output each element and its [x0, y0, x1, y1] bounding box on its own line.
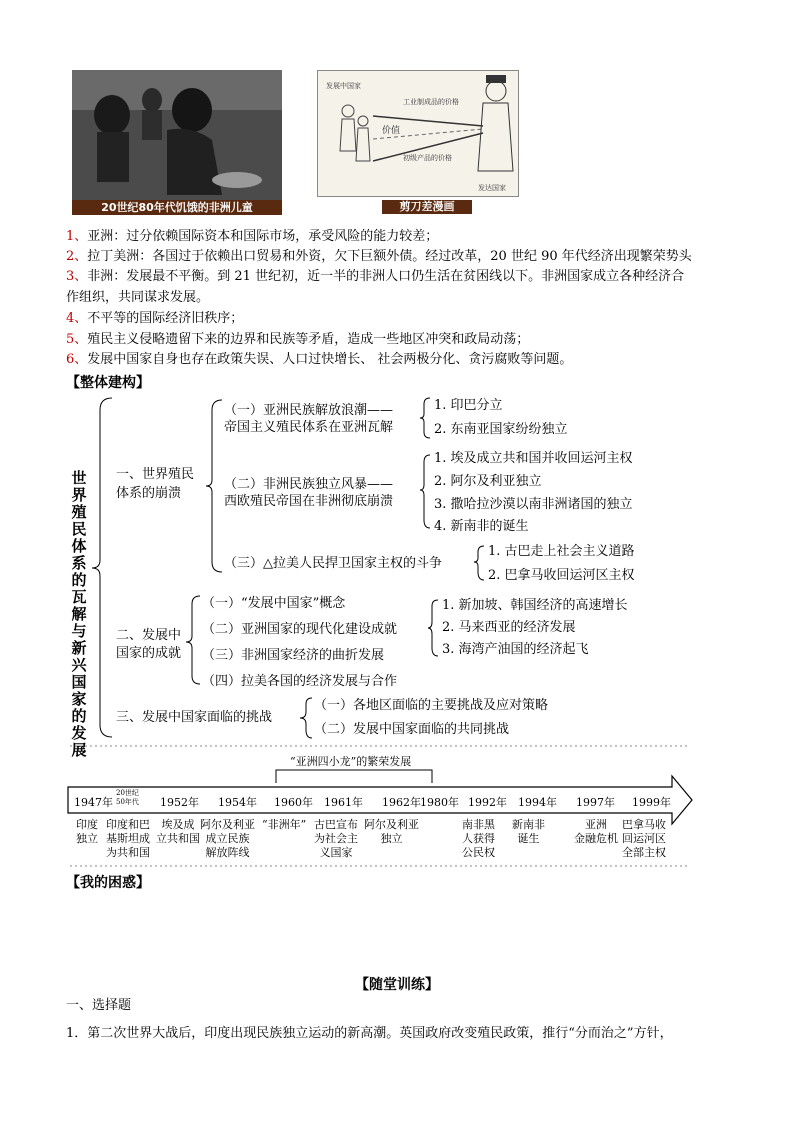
timeline-event: 古巴宣布 为社会主 义国家	[314, 818, 358, 859]
paragraph-line: 6、发展中国家自身也存在政策失误、人口过快增长、 社会两极分化、贪污腐败等问题。	[66, 352, 573, 367]
cartoon-label-developed: 发达国家	[478, 184, 506, 192]
part2-sub: （二）亚洲国家的现代化建设成就	[202, 622, 398, 637]
section-heading-structure: 【整体建构】	[66, 375, 150, 391]
part2-sub: （一）“发展中国家”概念	[202, 596, 346, 611]
section-heading-confusion: 【我的困惑】	[66, 875, 150, 891]
timeline-year: 1960年	[274, 796, 313, 809]
timeline-event: 南非黑 人获得 公民权	[462, 818, 495, 859]
part1-label: 一、世界殖民	[116, 467, 195, 482]
timeline-year: 1962年	[382, 796, 421, 809]
timeline-year: 1994年	[518, 796, 557, 809]
timeline-event: 新南非 诞生	[512, 818, 545, 845]
cartoon-label-industrial: 工业制成品的价格	[403, 98, 459, 106]
timeline-event: 埃及成 立共和国	[156, 818, 200, 845]
timeline-year: 1947年	[74, 796, 113, 809]
timeline-year: 1999年	[632, 796, 671, 809]
timeline-event: 印度和巴 基斯坦成 为共和国	[106, 818, 150, 859]
cartoon-label-primary: 初级产品的价格	[403, 154, 452, 162]
scissors-gap-cartoon	[317, 70, 519, 197]
timeline-year: 1980年	[420, 796, 459, 809]
part2-label: 二、发展中	[116, 628, 182, 643]
list-item: 2. 马来西亚的经济发展	[442, 620, 576, 635]
timeline-event: 巴拿马收 回运河区 全部主权	[622, 818, 666, 859]
part2-label-2: 国家的成就	[116, 646, 182, 661]
part3-label: 三、发展中国家面临的挑战	[116, 710, 273, 725]
cartoon-label-value: 价值	[382, 126, 401, 136]
cartoon-label-developing: 发展中国家	[326, 82, 361, 90]
list-item: 1. 新加坡、韩国经济的高速增长	[442, 598, 628, 613]
paragraph-line: 3、非洲：发展最不平衡。到 21 世纪初，近一半的非洲人口仍生活在贫困线以下。非洲国家成立各种经济合	[66, 269, 685, 284]
part3-sub: （一）各地区面临的主要挑战及应对策略	[314, 698, 549, 713]
timeline-year: 1954年	[218, 796, 257, 809]
part1-label-2: 体系的崩溃	[116, 486, 182, 501]
part2-sub: （四）拉美各国的经济发展与合作	[202, 674, 398, 689]
timeline-event: 阿尔及利亚 独立	[364, 818, 419, 845]
timeline-year: 1992年	[468, 796, 507, 809]
paragraph-line: 5、殖民主义侵略遗留下来的边界和民族等矛盾，造成一些地区冲突和政局动荡；	[66, 332, 530, 347]
timeline-event: 亚洲 金融危机	[574, 818, 618, 845]
list-item: 1. 埃及成立共和国并收回运河主权	[434, 451, 633, 466]
question-1: 1．第二次世界大战后，印度出现民族独立运动的新高潮。英国政府改变殖民政策，推行“分而治之”方针，	[66, 1026, 673, 1041]
timeline-year: 1952年	[160, 796, 199, 809]
part2-sub: （三）非洲国家经济的曲折发展	[202, 648, 385, 663]
photo-caption: 20世纪80年代饥饿的非洲儿童	[72, 200, 282, 215]
list-item: 2. 巴拿马收回运河区主权	[488, 568, 635, 583]
timeline-event: 阿尔及利亚 成立民族 解放阵线	[200, 818, 255, 859]
part1-sub2: （二）非洲民族独立风暴——	[224, 477, 394, 492]
list-item: 2. 东南亚国家纷纷独立	[434, 422, 568, 437]
list-item: 2. 阿尔及利亚独立	[434, 474, 542, 489]
question-type: 一、选择题	[66, 998, 132, 1013]
timeline-year: 1997年	[576, 796, 615, 809]
diagram-title: 世界殖民体系的瓦解与新兴国家的发展	[71, 469, 87, 759]
list-item: 1. 印巴分立	[434, 398, 503, 413]
paragraph-line: 2、拉丁美洲：各国过于依赖出口贸易和外资，欠下巨额外债。经过改革，20 世纪 90 年代经济出现繁荣势头	[66, 249, 692, 264]
paragraph-line: 4、不平等的国际经济旧秩序；	[66, 311, 244, 326]
list-item: 3. 海湾产油国的经济起飞	[442, 642, 589, 657]
starving-children-photo	[72, 70, 282, 200]
part1-sub1-2: 帝国主义殖民体系在亚洲瓦解	[224, 420, 394, 435]
list-item: 3. 撒哈拉沙漠以南非洲诸国的独立	[434, 497, 633, 512]
part1-sub1: （一）亚洲民族解放浪潮——	[224, 403, 394, 418]
section-heading-practice: 【随堂训练】	[355, 977, 439, 993]
list-item: 4. 新南非的诞生	[434, 519, 529, 534]
part3-sub: （二）发展中国家面临的共同挑战	[314, 722, 510, 737]
part1-sub2-2: 西欧殖民帝国在非洲彻底崩溃	[224, 494, 394, 509]
part1-sub3: （三）△拉美人民捍卫国家主权的斗争	[224, 556, 442, 571]
timeline-year: 20世纪 50年代	[116, 789, 139, 806]
paragraph-line: 作组织，共同谋求发展。	[66, 290, 210, 305]
cartoon-caption: 剪刀差漫画	[382, 200, 472, 214]
paragraph-line: 1、亚洲：过分依赖国际资本和国际市场，承受风险的能力较差；	[66, 229, 439, 244]
timeline-bracket-label: “亚洲四小龙”的繁荣发展	[290, 755, 412, 768]
timeline-year: 1961年	[324, 796, 363, 809]
timeline-event: 印度 独立	[76, 818, 98, 845]
list-item: 1. 古巴走上社会主义道路	[488, 544, 635, 559]
timeline-event: “非洲年”	[262, 818, 307, 831]
